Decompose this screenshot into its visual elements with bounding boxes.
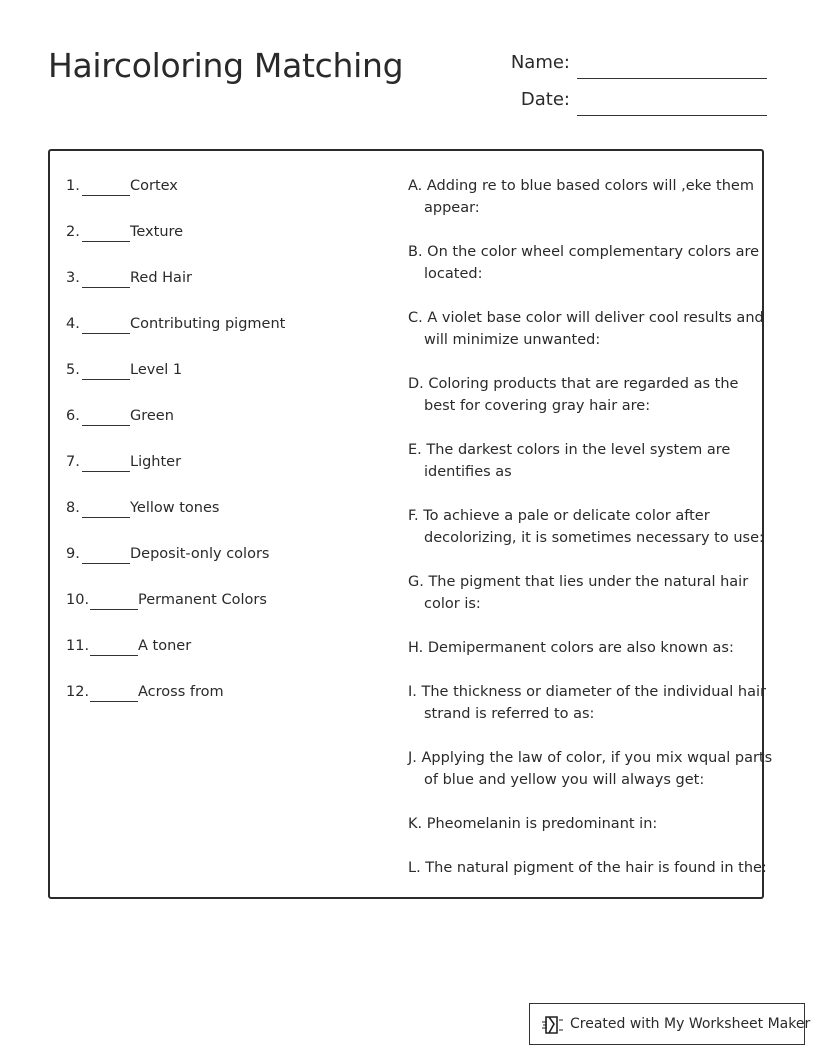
term-row [66,316,366,338]
term-number: 8. [66,500,80,516]
definition-item [408,747,773,791]
date-label: Date: [520,89,570,110]
answer-blank[interactable] [82,195,130,196]
definition-line-2: color is: [424,596,481,612]
answer-blank[interactable] [82,517,130,518]
answer-blank[interactable] [82,333,130,334]
term-text: Deposit-only colors [130,546,270,562]
term-row [66,454,366,476]
definition-item [408,857,767,879]
term-row [66,408,366,430]
definition-line-1: I. The thickness or diameter of the individual hair [408,684,766,700]
definition-item [408,373,758,417]
definition-item [408,637,758,659]
definition-item [408,681,766,725]
footer-text: Created with My Worksheet Maker [570,1016,811,1032]
term-text: Yellow tones [130,500,220,516]
definition-line-2: located: [424,266,483,282]
term-number: 3. [66,270,80,286]
term-text: Texture [130,224,184,240]
definition-line-1: C. A violet base color will deliver cool results and [408,310,764,326]
term-text: Level 1 [130,362,183,378]
definition-item [408,175,758,219]
term-row [66,178,366,200]
term-number: 6. [66,408,80,424]
term-text: Red Hair [130,270,192,286]
definition-line-2: of blue and yellow you will always get: [424,772,705,788]
definition-line-1: D. Coloring products that are regarded as the [408,376,739,392]
term-text: Permanent Colors [138,592,267,608]
definition-item [408,813,758,835]
worksheet-maker-logo-icon [542,1014,564,1036]
answer-blank[interactable] [90,655,138,656]
definition-line-1: F. To achieve a pale or delicate color after [408,508,710,524]
definition-line-1: B. On the color wheel complementary colors are [408,244,760,260]
definition-line-2: appear: [424,200,480,216]
term-row [66,224,366,246]
term-number: 10. [66,592,90,608]
definition-item [408,241,758,285]
definition-line-2: strand is referred to as: [424,706,595,722]
term-number: 1. [66,178,80,194]
term-text: Across from [138,684,224,700]
definition-line-2: decolorizing, it is sometimes necessary to use: [424,530,764,546]
name-field [440,52,570,76]
term-text: Lighter [130,454,182,470]
definition-line-1: E. The darkest colors in the level system are [408,442,731,458]
answer-blank[interactable] [82,379,130,380]
definition-line-2: will minimize unwanted: [424,332,601,348]
answer-blank[interactable] [90,609,138,610]
term-number: 7. [66,454,80,470]
term-text: A toner [138,638,192,654]
term-number: 9. [66,546,80,562]
term-number: 5. [66,362,80,378]
definition-line-1: L. The natural pigment of the hair is found in the: [408,860,767,876]
definition-item [408,505,764,549]
definition-item [408,571,758,615]
term-number: 4. [66,316,80,332]
answer-blank[interactable] [82,241,130,242]
answer-blank[interactable] [82,425,130,426]
definition-item [408,307,764,351]
term-number: 11. [66,638,90,654]
date-field [440,89,570,113]
term-text: Cortex [130,178,178,194]
term-text: Green [130,408,174,424]
date-input-line[interactable] [577,115,767,116]
definition-line-1: G. The pigment that lies under the natural hair [408,574,749,590]
term-row [66,500,366,522]
name-label: Name: [510,52,570,73]
term-number: 2. [66,224,80,240]
definition-line-2: best for covering gray hair are: [424,398,651,414]
answer-blank[interactable] [82,471,130,472]
name-input-line[interactable] [577,78,767,79]
term-row [66,546,366,568]
footer-badge [529,1003,811,1045]
term-row [66,638,366,660]
definition-line-1: A. Adding re to blue based colors will ,eke them [408,178,754,194]
definition-line-1: J. Applying the law of color, if you mix wqual parts [408,750,773,766]
term-row [66,592,366,614]
term-text: Contributing pigment [130,316,286,332]
definition-line-1: H. Demipermanent colors are also known as: [408,640,734,656]
definition-item [408,439,758,483]
answer-blank[interactable] [82,563,130,564]
definition-line-1: K. Pheomelanin is predominant in: [408,816,658,832]
answer-blank[interactable] [90,701,138,702]
term-number: 12. [66,684,90,700]
term-row [66,684,366,706]
answer-blank[interactable] [82,287,130,288]
definition-line-2: identifies as [424,464,512,480]
worksheet-title: Haircoloring Matching [48,46,404,85]
term-row [66,362,366,384]
term-row [66,270,366,292]
